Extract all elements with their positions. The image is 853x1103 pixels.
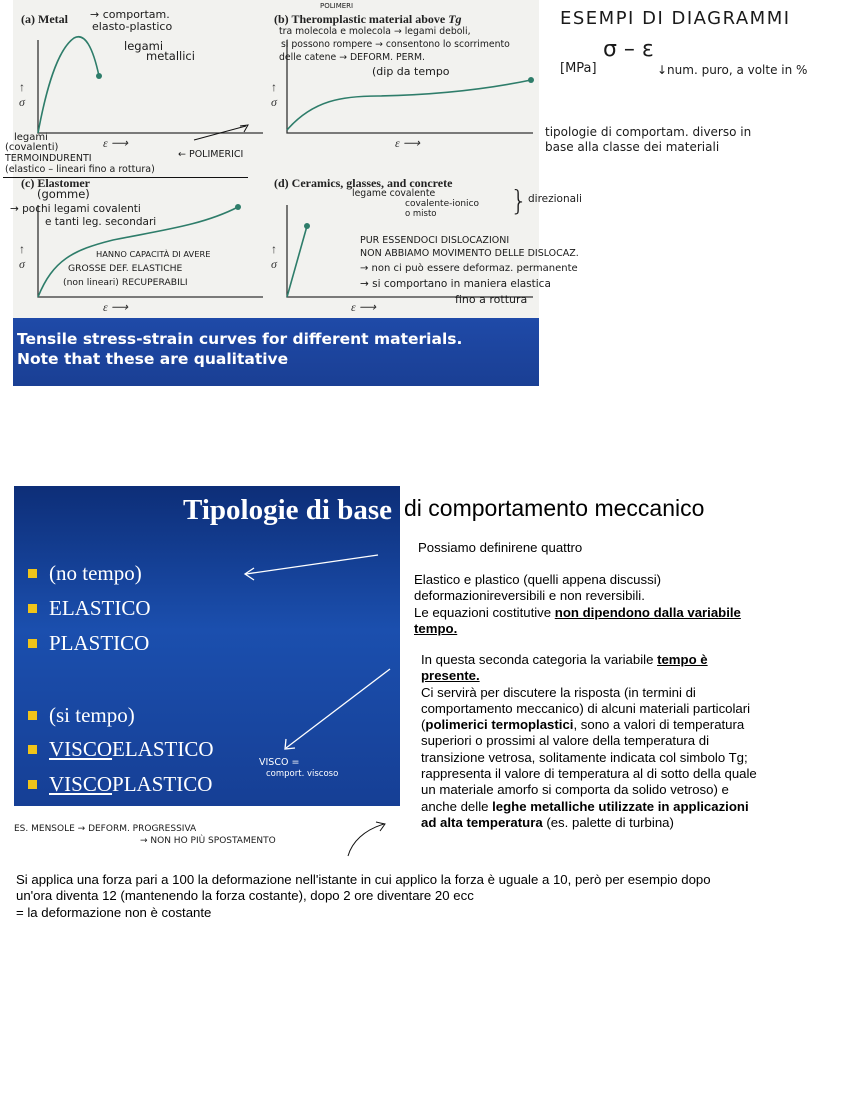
- note-esempi-title: ESEMPI DI DIAGRAMMI: [560, 8, 791, 29]
- note-sigma-eps: σ – ε: [603, 37, 654, 62]
- note-pur-1: PUR ESSENDOCI DISLOCAZIONI: [360, 235, 510, 246]
- note-thermo-3: delle catene → DEFORM. PERM.: [279, 52, 425, 63]
- note-arrow-bottom: [340, 818, 400, 863]
- note-metal-bonds: legami: [124, 39, 164, 53]
- note-metal-behavior-2: elasto-plastico: [92, 20, 173, 33]
- slide-bullet-elastico: ELASTICO: [28, 596, 151, 621]
- panel-b-title: (b) Theromplastic material above Tg: [274, 12, 462, 26]
- panel-c-title: (c) Elastomer: [21, 176, 90, 190]
- panel-a-y-label: ↑ σ: [19, 80, 25, 109]
- note-visco-2: comport. viscoso: [266, 769, 339, 779]
- slide-bullet-si-tempo: (si tempo): [28, 703, 135, 728]
- panel-b-tg: Tg: [448, 12, 462, 26]
- note-legame-cov-3: o misto: [405, 209, 437, 219]
- slide-bullet-viscoplastico: VISCOPLASTICO: [28, 772, 212, 797]
- panel-b-x-label: ε ⟶: [395, 136, 420, 150]
- note-pur-3: → non ci può essere deformaz. permanente: [360, 263, 578, 274]
- note-direzionali: direzionali: [528, 193, 582, 205]
- note-mensole-1: ES. MENSOLE → DEFORM. PROGRESSIVA: [14, 824, 197, 834]
- note-pur-5: fino a rottura: [455, 293, 528, 306]
- note-arrows-top: [0, 0, 853, 330]
- note-visco-1: VISCO =: [259, 757, 300, 768]
- panel-d-y-label: ↑ σ: [271, 242, 277, 271]
- slide-image: [14, 486, 400, 806]
- note-thermo-2: si possono rompere → consentono lo scorrimento: [281, 39, 510, 50]
- note-termoindurenti: TERMOINDURENTI: [5, 153, 92, 164]
- note-num-puro: ↓num. puro, a volte in %: [657, 63, 808, 77]
- intro-text: Possiamo definirene quattro: [418, 540, 583, 555]
- note-hanno-1: HANNO CAPACITÀ DI AVERE: [96, 249, 211, 259]
- caption-line-1: Tensile stress-strain curves for different materials.: [17, 330, 463, 348]
- note-pur-4: → si comportano in maniera elastica: [360, 278, 551, 290]
- note-hanno-3: (non lineari) RECUPERABILI: [63, 277, 188, 288]
- note-metal-behavior: → comportam.: [90, 8, 170, 21]
- slide-bullet-plastico: PLASTICO: [28, 631, 149, 656]
- panel-a-x-label: ε ⟶: [103, 136, 128, 150]
- note-gomme: (gomme): [37, 187, 90, 201]
- bottom-paragraph: Si applica una forza pari a 100 la deformazione nell'istante in cui applico la forza è uguale a 10, però per esempio dopo un'ora diventa 12 (mantenendo la forza costante), dopo 2 ore diventare 20 ecc = la deformazione non è costante: [16, 872, 711, 920]
- note-legami: legami: [14, 132, 48, 143]
- panel-d-title: (d) Ceramics, glasses, and concrete: [274, 176, 453, 190]
- note-legame-cov-1: legame covalente: [352, 188, 436, 199]
- note-tipologie-2: base alla classe dei materiali: [545, 140, 720, 154]
- note-elastico-lineari: (elastico – lineari fino a rottura): [5, 164, 155, 175]
- note-tipologie-1: tipologie di comportam. diverso in: [545, 125, 752, 139]
- note-pochi-legami-1: → pochi legami covalenti: [10, 203, 141, 215]
- slide-bullet-no-tempo: (no tempo): [28, 561, 142, 586]
- slide-arrows: [14, 486, 400, 806]
- heading-continuation: di comportamento meccanico: [404, 495, 705, 521]
- panel-c-x-label: ε ⟶: [103, 300, 128, 314]
- note-thermo-4: (dip da tempo: [372, 65, 450, 78]
- note-legame-cov-2: covalente-ionico: [405, 199, 480, 209]
- paragraph-2: In questa seconda categoria la variabile tempo è presente. Ci servirà per discutere la risposta (in termini di comportamento meccanico) di alcuni materiali particolari (polimerici termoplastici, sono a valori di temperatura superiori o prossimi al valore della temperatura di transizione vetrosa, solitamente indicata col simbolo Tg; rappresenta il valore di temperatura al di sotto della quale un materiale amorfo si comporta da solido vetroso) e anche delle leghe metalliche utilizzate in applicazioni ad alta temperatura (es. palette di turbina): [421, 652, 757, 830]
- slide-title: Tipologie di base: [183, 494, 392, 526]
- note-polimerici: ← POLIMERICI: [178, 149, 244, 160]
- note-polimeri: POLIMERI: [320, 2, 354, 10]
- note-hanno-2: GROSSE DEF. ELASTICHE: [68, 263, 183, 274]
- caption-line-2: Note that these are qualitative: [17, 350, 289, 368]
- panel-d-x-label: ε ⟶: [351, 300, 376, 314]
- note-pochi-legami-2: e tanti leg. secondari: [45, 216, 157, 228]
- note-pur-2: NON ABBIAMO MOVIMENTO DELLE DISLOCAZ.: [360, 248, 579, 259]
- note-metal-bonds-2: metallici: [146, 49, 195, 63]
- note-mensole-2: → NON HO PIÙ SPOSTAMENTO: [140, 836, 276, 846]
- paragraph-1: Elastico e plastico (quelli appena discussi) deformazionireversibili e non reversibili. Le equazioni costitutive non dipendono dalla variabile tempo.: [414, 572, 741, 636]
- panel-c-y-label: ↑ σ: [19, 242, 25, 271]
- note-covalenti: (covalenti): [5, 142, 59, 153]
- panel-b-y-label: ↑ σ: [271, 80, 277, 109]
- slide-bullet-viscoelastico: VISCOELASTICO: [28, 737, 214, 762]
- note-thermo-1: tra molecola e molecola → legami deboli,: [279, 26, 471, 37]
- note-brace: }: [510, 184, 528, 217]
- note-mpa: [MPa]: [560, 61, 597, 76]
- panel-a-title: (a) Metal: [21, 12, 68, 26]
